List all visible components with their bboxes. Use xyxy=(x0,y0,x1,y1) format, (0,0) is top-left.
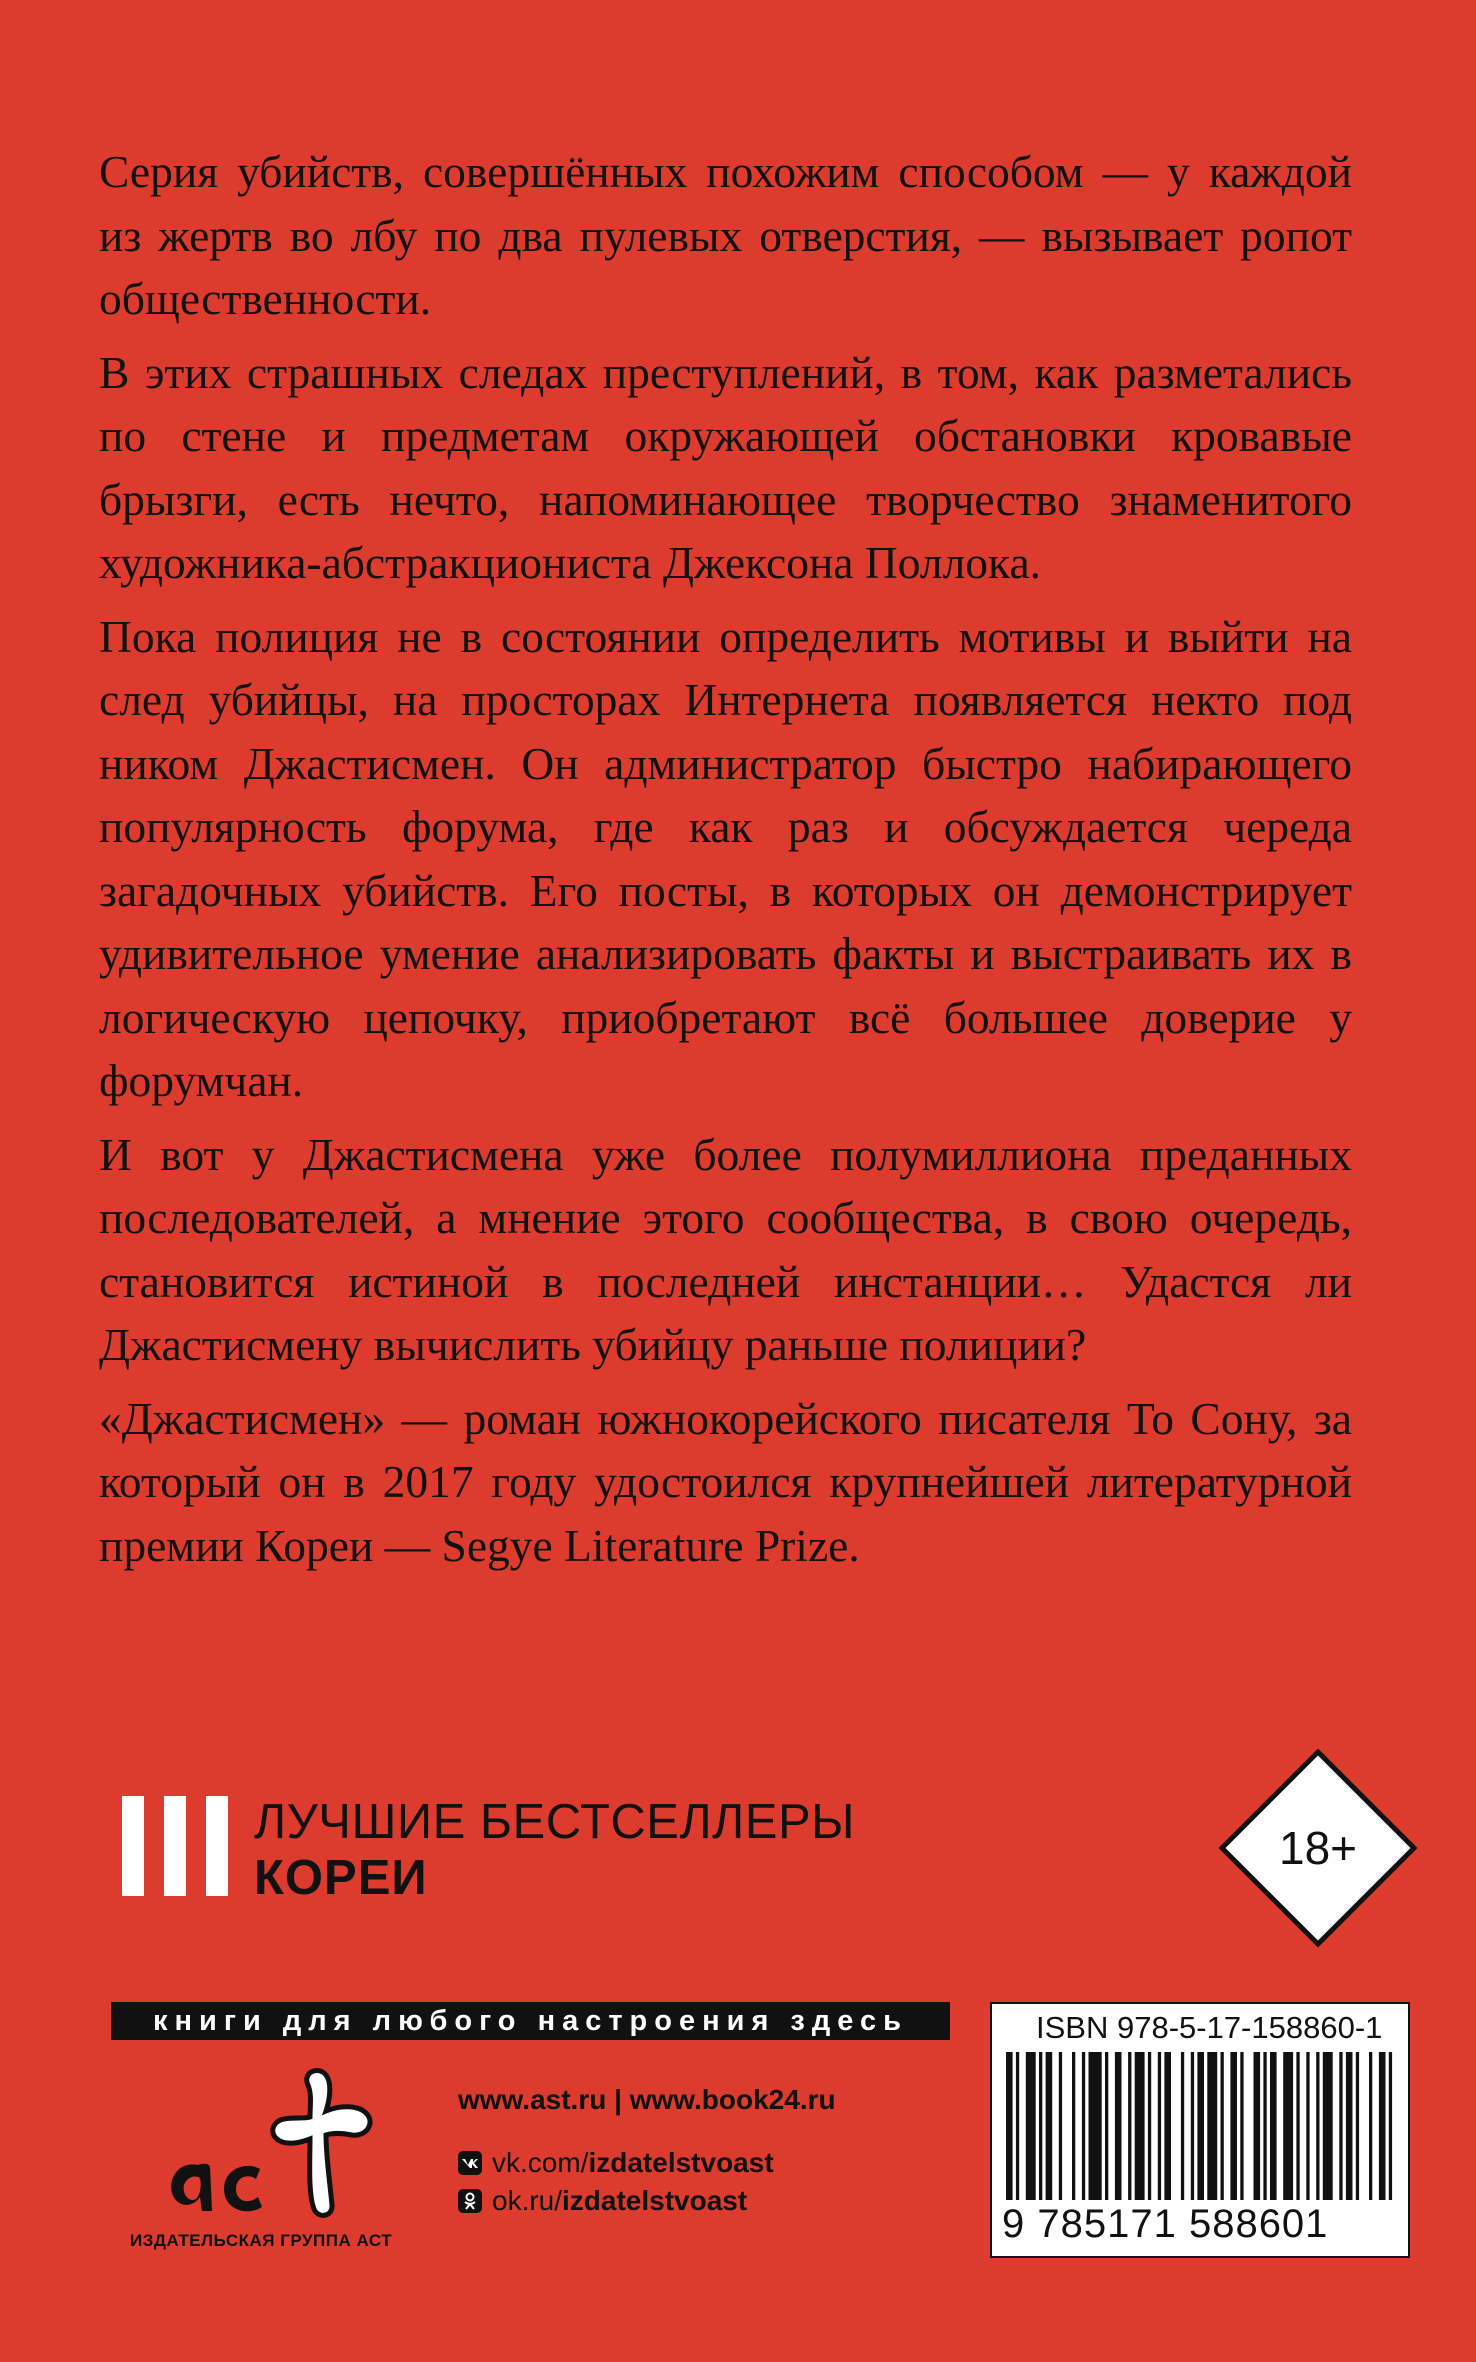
website-links[interactable]: www.ast.ru | www.book24.ru xyxy=(458,2084,836,2115)
vk-link-handle: izdatelstvoast xyxy=(588,2147,774,2178)
blurb-paragraph-4: И вот у Джастисмена уже более полумиллиона преданных последователей, а мнение этого сообщества, в свою очередь, становится истиной в последней инстанции… Удастся ли Джастисмену вычислить убийцу раньше полиции? xyxy=(99,1128,1352,1370)
odnoklassniki-icon xyxy=(458,2189,482,2213)
barcode-bar xyxy=(1039,2052,1042,2200)
blurb-paragraph-2: В этих страшных следах преступлений, в том, как разметались по стене и предметам окружающей обстановки кровавые брызги, есть нечто, напоминающее творчество знаменитого художника-абстракциониста Джексона Поллока. xyxy=(99,346,1352,588)
barcode-bar xyxy=(1164,2052,1171,2200)
barcode-bar xyxy=(1240,2052,1243,2200)
barcode-bar xyxy=(1346,2052,1353,2200)
barcode-bar xyxy=(1128,2052,1131,2200)
barcode-bar xyxy=(1197,2052,1204,2200)
series-title xyxy=(254,1794,1054,1906)
ast-logo-icon xyxy=(140,2065,420,2225)
barcode-digits: 9 785171 588601 xyxy=(1002,2202,1329,2246)
barcode-bar xyxy=(1072,2052,1075,2200)
blurb-paragraph-1: Серия убийств, совершённых похожим способом — у каждой из жертв во лбу по два пулевых отверстия, — вызывает ропот общественности. xyxy=(99,146,1352,324)
barcode-bar xyxy=(1105,2052,1108,2200)
barcode-bar xyxy=(1135,2052,1145,2200)
barcode-bar xyxy=(1369,2052,1372,2200)
barcode-bar xyxy=(1270,2052,1277,2200)
age-rating-badge xyxy=(1218,1748,1418,1948)
barcode-bar xyxy=(1283,2052,1293,2200)
barcode-icon xyxy=(998,2052,1402,2212)
barcode-bar xyxy=(1115,2052,1122,2200)
barcode-bar xyxy=(1207,2052,1217,2200)
series-title-line1: ЛУЧШИЕ БЕСТСЕЛЛЕРЫ xyxy=(254,1795,856,1849)
age-rating-text: 18+ xyxy=(1278,1822,1358,1874)
blurb-text xyxy=(99,140,1352,1587)
ok-link-prefix: ok.ru/ xyxy=(492,2185,563,2216)
barcode-bar xyxy=(1082,2052,1085,2200)
ok-link[interactable] xyxy=(458,2184,836,2218)
isbn-number: ISBN 978-5-17-158860-1 xyxy=(1036,2010,1383,2045)
blurb-paragraph-3: Пока полиция не в состоянии определить мотивы и выйти на след убийцы, на просторах Интернета появляется некто под ником Джастисмен. Он администратор быстро набирающего популярность форума, где как раз и обсуждается череда загадочных убийств. Его посты, в которых он демонстрирует удивительное умение анализировать факты и выстраивать их в логическую цепочку, приобретают всё большее доверие у форумчан. xyxy=(99,610,1352,1106)
barcode-bar xyxy=(1046,2052,1053,2200)
tagline-banner: книги для любого настроения здесь xyxy=(111,2002,950,2040)
barcode-bar xyxy=(1296,2052,1299,2200)
barcode-bar xyxy=(1148,2052,1151,2200)
vk-link-prefix: vk.com/ xyxy=(492,2147,589,2178)
barcode-bar xyxy=(1316,2052,1319,2200)
blurb-paragraph-5: «Джастисмен» — роман южнокорейского писателя То Сону, за который он в 2017 году удостоился крупнейшей литературной премии Кореи — Segye Literature Prize. xyxy=(99,1392,1352,1571)
barcode-bar xyxy=(1059,2052,1062,2200)
barcode-bar xyxy=(1263,2052,1266,2200)
series-title-line2: КОРЕИ xyxy=(254,1851,428,1905)
vk-icon xyxy=(458,2151,482,2175)
barcode-bar xyxy=(1181,2052,1184,2200)
publisher-logo xyxy=(140,2065,420,2225)
barcode-bar xyxy=(1006,2052,1013,2200)
barcode-bar xyxy=(1323,2052,1333,2200)
barcode-bar xyxy=(1356,2052,1359,2200)
barcode-bar xyxy=(1016,2052,1019,2200)
series-bars-icon xyxy=(122,1796,228,1896)
barcode-bar xyxy=(1230,2052,1237,2200)
barcode-bar xyxy=(1254,2052,1261,2200)
barcode-bar xyxy=(1089,2052,1102,2200)
publisher-name: ИЗДАТЕЛЬСКАЯ ГРУППА АСТ xyxy=(130,2231,393,2250)
vk-link[interactable] xyxy=(458,2146,836,2180)
barcode-bar xyxy=(1339,2052,1342,2200)
barcode-bar xyxy=(1221,2052,1224,2200)
publisher-links xyxy=(458,2080,836,2218)
barcode-bar xyxy=(1379,2052,1386,2200)
ok-link-handle: izdatelstvoast xyxy=(562,2185,748,2216)
barcode-bar xyxy=(1389,2052,1392,2200)
barcode-bar xyxy=(1158,2052,1161,2200)
barcode-bar xyxy=(1026,2052,1036,2200)
isbn-barcode xyxy=(990,2002,1410,2258)
barcode-bar xyxy=(1191,2052,1194,2200)
barcode-bar xyxy=(1306,2052,1309,2200)
